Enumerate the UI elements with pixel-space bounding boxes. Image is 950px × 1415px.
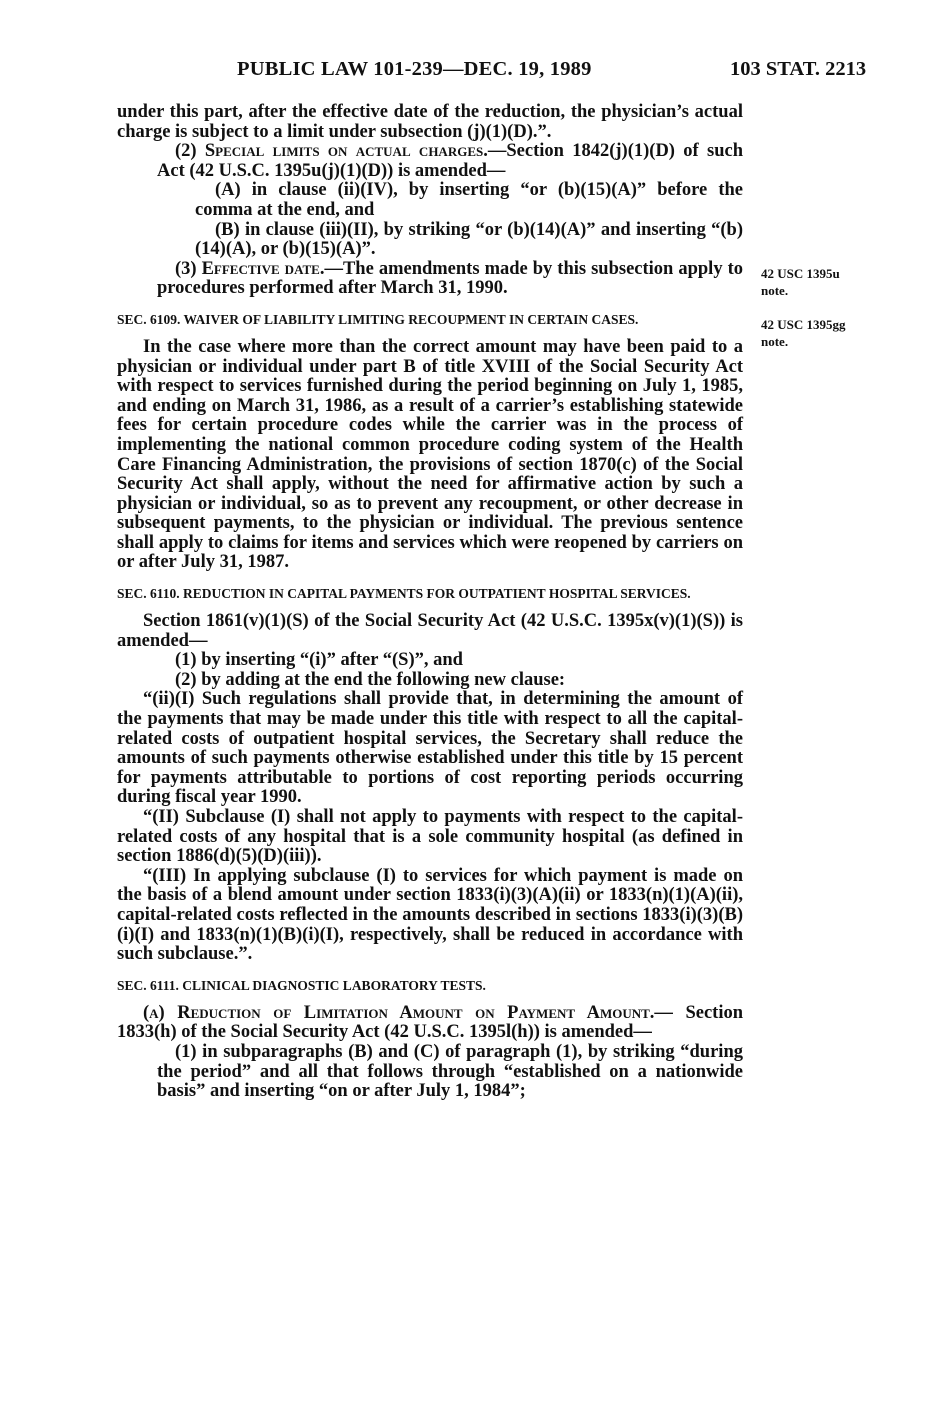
paragraph-effective-date	[117, 260, 743, 299]
paragraph-6110-clause-iii: “(III) In applying subclause (I) to services for which payment is made on the basis of a blend amount under section 1833(i)(3)(A)(ii) or 1833(n)(1)(A)(ii), capital-related costs reflected in the amounts described in sections 1833(i)(3)(B)(i)(I) and 1833(n)(1)(B)(i)(I), respectively, shall be reduced in accordance with such subclause.”.	[117, 865, 743, 965]
section-heading-6110: SEC. 6110. REDUCTION IN CAPITAL PAYMENTS FOR OUTPATIENT HOSPITAL SERVICES.	[117, 586, 691, 602]
text-reduction-of-limitation: — Section 1833(h) of the Social Security Act (42 U.S.C. 1395l(h)) is amended—	[117, 1002, 743, 1043]
text-special-limits: —Section 1842(j)(1)(D) of such Act (42 U.S.C. 1395u(j)(1)(D)) is amended—	[157, 141, 744, 181]
text-effective-date: —The amendments made by this subsection apply to procedures performed after March 31, 1990.	[157, 258, 744, 299]
section-heading-6109: SEC. 6109. WAIVER OF LIABILITY LIMITING RECOUPMENT IN CERTAIN CASES.	[117, 311, 639, 327]
paragraph-6110-clause-i: “(ii)(I) Such regulations shall provide that, in determining the amount of the payments that may be made under this title with respect to all the capital-related costs of outpatient hospital services, the Secretary shall reduce the amounts of such payments otherwise established under this title by 15 percent for payments attributable to portions of cost reporting periods occurring during fiscal year 1990.	[117, 689, 743, 808]
paragraph-continuation: under this part, after the effective date of the reduction, the physician’s actual charge is subject to a limit under subsection (j)(1)(D).”.	[117, 102, 743, 142]
heading-effective-date: (3) Effective date.	[175, 258, 325, 279]
margin-note-1-citation: 42 USC 1395u	[761, 266, 840, 281]
margin-note-1	[761, 265, 840, 299]
margin-note-2-citation: 42 USC 1395gg	[761, 317, 846, 332]
clause-b: (B) in clause (iii)(II), by striking “or (b)(14)(A)” and inserting “(b)(14)(A), or (b)(15)(A)”.	[195, 219, 743, 260]
page-number: 103 STAT. 2213	[730, 58, 867, 80]
paragraph-6110-item1: (1) by inserting “(i)” after “(S)”, and	[175, 650, 463, 671]
paragraph-6109: In the case where more than the correct amount may have been paid to a physician or individual under part B of title XVIII of the Social Security Act with respect to services furnished during the period beginning on July 1, 1985, and ending on March 31, 1986, as a result of a carrier’s establishing statewide fees for certain procedure codes while the carrier was in the process of implementing the national common procedure coding system of the Health Care Financing Administration, the provisions of section 1870(c) of the Social Security Act shall apply, without the need for affirmative action by such a physician or individual, so as to prevent any recoupment, or other decrease in subsequent payments, to the physician or individual. The previous sentence shall apply to claims for items and services which were reopened by carriers on or after July 31, 1987.	[117, 336, 743, 573]
paragraph-6110-intro: Section 1861(v)(1)(S) of the Social Security Act (42 U.S.C. 1395x(v)(1)(S)) is amended—	[117, 611, 743, 651]
running-header-title: PUBLIC LAW 101-239—DEC. 19, 1989	[237, 58, 592, 80]
margin-note-1-label: note.	[761, 283, 789, 298]
paragraph-6111-a-item1: (1) in subparagraphs (B) and (C) of paragraph (1), by striking “during the period” and all that follows through “established on a nationwide basis” and inserting “on or after July 1, 1984”;	[157, 1041, 743, 1102]
paragraph-6110-clause-ii: “(II) Subclause (I) shall not apply to payments with respect to the capital-related costs of any hospital that is a sole community hospital (as defined in section 1886(d)(5)(D)(iii)).	[117, 807, 743, 867]
paragraph-special-limits	[117, 142, 743, 181]
margin-note-2	[761, 316, 846, 350]
heading-reduction-of-limitation: (a) Reduction of Limitation Amount on Payment Amount.	[143, 1002, 655, 1023]
paragraph-6111-a	[117, 1004, 743, 1043]
section-heading-6111: SEC. 6111. CLINICAL DIAGNOSTIC LABORATORY TESTS.	[117, 977, 486, 993]
margin-note-2-label: note.	[761, 334, 789, 349]
clause-a: (A) in clause (ii)(IV), by inserting “or (b)(15)(A)” before the comma at the end, and	[195, 180, 743, 220]
paragraph-6110-item2: (2) by adding at the end the following new clause:	[175, 669, 566, 690]
heading-special-limits: (2) Special limits on actual charges.	[175, 141, 488, 162]
statute-body	[117, 103, 743, 1102]
